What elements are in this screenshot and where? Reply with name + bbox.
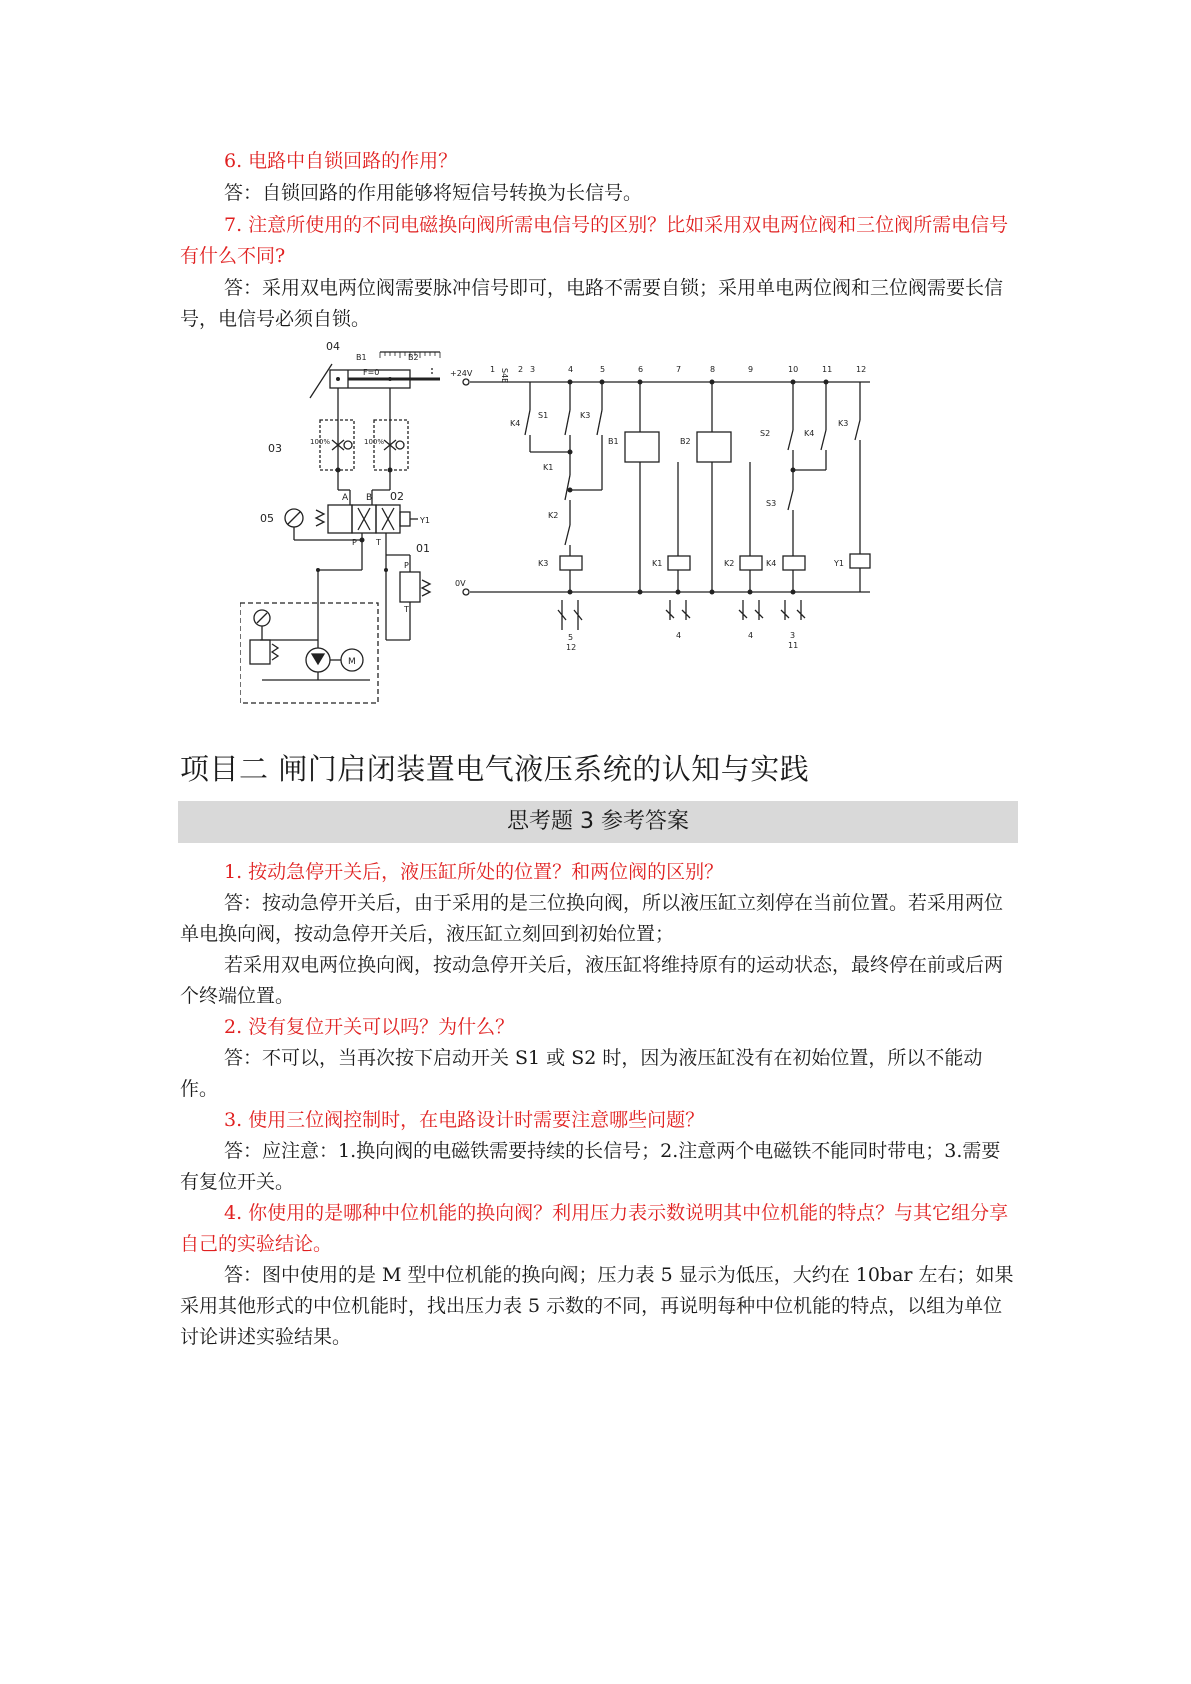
label-y1-h: Y1 bbox=[420, 516, 430, 525]
label-y1-e: Y1 bbox=[834, 559, 844, 568]
answer-2: 答：不可以，当再次按下启动开关 S1 或 S2 时，因为液压缸没有在初始位置，所以不能动作。 bbox=[180, 1047, 983, 1100]
label-k4-a: K4 bbox=[510, 419, 521, 428]
col-6: 6 bbox=[638, 365, 644, 374]
label-p: P bbox=[352, 538, 357, 547]
label-f0: F=0 bbox=[363, 368, 380, 377]
label-k3-b: K3 bbox=[838, 419, 849, 428]
col-12: 12 bbox=[856, 365, 867, 374]
label-k2-coil: K2 bbox=[724, 559, 735, 568]
label-k1-a: K1 bbox=[543, 463, 554, 472]
question-6: 6. 电路中自锁回路的作用？ bbox=[224, 150, 458, 172]
label-s1: S1 bbox=[538, 411, 549, 420]
label-01: 01 bbox=[416, 542, 430, 555]
label-t: T bbox=[376, 538, 381, 547]
label-k4-coil: K4 bbox=[766, 559, 777, 568]
col-4: 4 bbox=[568, 365, 574, 374]
label-03: 03 bbox=[268, 442, 282, 455]
label-04: 04 bbox=[326, 340, 340, 353]
question-4: 4. 你使用的是哪种中位机能的换向阀？利用压力表示数说明其中位机能的特点？与其它组分享自己的实验结论。 bbox=[180, 1202, 1009, 1255]
col-7: 7 bbox=[676, 365, 682, 374]
col-5: 5 bbox=[600, 365, 606, 374]
answer-1-part1: 答：按动急停开关后，由于采用的是三位换向阀，所以液压缸立刻停在当前位置。若采用两位单电换向阀，按动急停开关后，液压缸立刻回到初始位置； bbox=[180, 892, 1004, 945]
col-11: 11 bbox=[822, 365, 833, 374]
ref-4a: 4 bbox=[676, 631, 682, 640]
ref-5: 5 bbox=[568, 633, 574, 642]
label-a: A bbox=[342, 493, 349, 503]
label-b2-h: B2 bbox=[408, 353, 419, 362]
answer-1-part2: 若采用双电两位换向阀，按动急停开关后，液压缸将维持原有的运动状态，最终停在前或后两个终端位置。 bbox=[180, 954, 1004, 1007]
ref-4b: 4 bbox=[748, 631, 754, 640]
question-1: 1. 按动急停开关后，液压缸所处的位置？和两位阀的区别？ bbox=[224, 861, 724, 883]
label-pct1: 100% bbox=[310, 438, 331, 446]
col-3: 3 bbox=[530, 365, 536, 374]
label-p2: P bbox=[404, 561, 409, 570]
label-pct2: 100% bbox=[364, 438, 385, 446]
answer-3: 答：应注意：1.换向阀的电磁铁需要持续的长信号；2.注意两个电磁铁不能同时带电；3.需要有复位开关。 bbox=[180, 1140, 1001, 1193]
label-t2: T bbox=[404, 605, 409, 614]
label-b1-h: B1 bbox=[356, 353, 367, 362]
ref-11: 11 bbox=[788, 641, 799, 650]
answer-4: 答：图中使用的是 M 型中位机能的换向阀；压力表 5 显示为低压，大约在 10bar 左右；如果采用其他形式的中位机能时，找出压力表 5 示数的不同，再说明每种中位机能的特点，以组为单位讨论讲述实验结果。 bbox=[180, 1264, 1014, 1348]
banner-label: 思考题 3 参考答案 bbox=[507, 809, 689, 834]
label-s2: S2 bbox=[760, 429, 771, 438]
ref-12: 12 bbox=[566, 643, 577, 652]
label-0v: 0V bbox=[455, 579, 466, 588]
label-k4-b: K4 bbox=[804, 429, 815, 438]
circuit-diagram-svg bbox=[240, 340, 960, 710]
answer-banner bbox=[178, 801, 1018, 843]
question-3: 3. 使用三位阀控制时，在电路设计时需要注意哪些问题？ bbox=[224, 1109, 705, 1131]
col-2: 2 bbox=[518, 365, 524, 374]
col-1: 1 bbox=[490, 365, 496, 374]
question-7: 7. 注意所使用的不同电磁换向阀所需电信号的区别？比如采用双电两位阀和三位阀所需电信号有什么不同? bbox=[180, 214, 1009, 267]
answer-6: 答：自锁回路的作用能够将短信号转换为长信号。 bbox=[224, 182, 643, 204]
question-2: 2. 没有复位开关可以吗？为什么？ bbox=[224, 1016, 515, 1038]
project-title: 项目二 闸门启闭装置电气液压系统的认知与实践 bbox=[180, 752, 810, 786]
label-k2-a: K2 bbox=[548, 511, 559, 520]
circuit-figure bbox=[240, 340, 960, 714]
label-05: 05 bbox=[260, 512, 274, 525]
ref-3: 3 bbox=[790, 631, 796, 640]
label-motor: M bbox=[348, 657, 356, 667]
col-9: 9 bbox=[748, 365, 754, 374]
answer-7: 答：采用双电两位阀需要脉冲信号即可，电路不需要自锁；采用单电两位阀和三位阀需要长信号，电信号必须自锁。 bbox=[180, 277, 1004, 330]
label-s4e: S4E bbox=[500, 368, 509, 384]
label-02: 02 bbox=[390, 490, 404, 503]
label-b: B bbox=[366, 493, 373, 503]
col-10: 10 bbox=[788, 365, 799, 374]
col-8: 8 bbox=[710, 365, 716, 374]
label-b1-e: B1 bbox=[608, 437, 619, 446]
label-b2-e: B2 bbox=[680, 437, 691, 446]
label-k3-a: K3 bbox=[580, 411, 591, 420]
label-24v: +24V bbox=[450, 369, 473, 378]
label-k1-coil: K1 bbox=[652, 559, 663, 568]
label-s3: S3 bbox=[766, 499, 777, 508]
label-k3-coil: K3 bbox=[538, 559, 549, 568]
